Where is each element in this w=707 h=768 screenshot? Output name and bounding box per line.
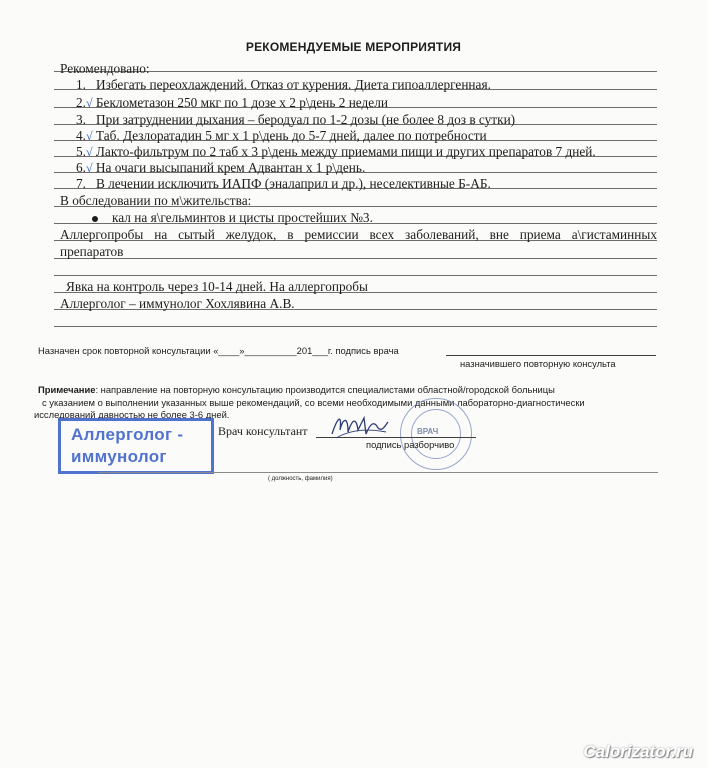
recommendation-item: [76, 95, 388, 111]
signature-rule: [446, 355, 656, 356]
item-text: Лакто-фильтрум по 2 таб х 3 р\день между приемами пищи и других препаратов 7 дней.: [95, 144, 596, 159]
item-text: Избегать переохлаждений. Отказ от курения. Диета гипоаллергенная.: [95, 77, 491, 92]
appointment-text: Назначен срок повторной консультации «____»__________201___г. подпись врача: [38, 345, 399, 356]
round-seal-icon: [400, 398, 472, 470]
check-mark-icon: √: [85, 129, 93, 143]
recommended-label: Рекомендовано:: [60, 61, 150, 76]
appointment-caption: назначившего повторную консульта: [460, 358, 616, 369]
item-number: 7.: [76, 176, 86, 191]
note-label: Примечание: [38, 384, 96, 395]
item-text: Таб. Дезлоратадин 5 мг х 1 р\день до 5-7 дней, далее по потребности: [95, 128, 487, 143]
item-number: 3.: [76, 112, 86, 127]
doctor-name: Аллерголог – иммунолог Хохлявина А.В.: [60, 296, 295, 311]
item-number: 5.: [76, 144, 86, 159]
allergy-tests-line-2: препаратов: [60, 244, 124, 259]
note-line-2: с указанием о выполнении указанных выше рекомендаций, со всеми необходимыми данными лабораторно-диагностически: [42, 397, 585, 408]
position-rule: [98, 472, 658, 473]
note-line-1: Примечание: направление на повторную консультацию производится специалистами областной/городской больницы: [38, 384, 555, 395]
check-mark-icon: √: [85, 145, 93, 159]
item-number: 6.: [76, 160, 86, 175]
stamp-line-2: иммунолог: [71, 447, 167, 466]
check-mark-icon: √: [85, 96, 93, 110]
exam-bullet-text: кал на я\гельминтов и цисты простейших №3.: [112, 210, 373, 225]
exam-label: В обследовании по м\жительства:: [60, 193, 252, 208]
item-text: Беклометазон 250 мкг по 1 дозе х 2 р\день 2 недели: [95, 95, 388, 110]
bullet-icon: [92, 216, 98, 222]
followup-text: Явка на контроль через 10-14 дней. На аллергопробы: [66, 279, 368, 294]
consultant-label: Врач консультант: [218, 424, 308, 438]
rule-line: [54, 326, 657, 327]
stamp-line-1: Аллерголог -: [71, 425, 184, 444]
item-number: 2.: [76, 95, 86, 110]
recommendation-item: [76, 112, 515, 128]
item-text: В лечении исключить ИАПФ (эналаприл и др.), неселективные Б-АБ.: [95, 176, 491, 191]
seal-text: ВРАЧ: [417, 427, 439, 436]
watermark: Calorizator.ru: [583, 742, 693, 761]
check-mark-icon: √: [85, 161, 93, 175]
note-line-3: исследований давностью не более 3-6 дней.: [34, 409, 230, 420]
position-caption: ( должность, фамилия): [268, 476, 333, 482]
recommendation-item: [76, 77, 491, 93]
item-text: На очаги высыпаний крем Адвантан х 1 р\день.: [95, 160, 366, 175]
rule-line: [54, 275, 657, 276]
item-number: 1.: [76, 77, 86, 92]
recommendation-item: [76, 176, 491, 192]
recommendation-item: [76, 144, 596, 160]
recommendation-item: [76, 128, 487, 144]
recommendation-item: [76, 160, 365, 176]
document-title: РЕКОМЕНДУЕМЫЕ МЕРОПРИЯТИЯ: [245, 40, 462, 54]
allergy-tests-line: Аллергопробы на сытый желудок, в ремиссии всех заболеваний, вне приема а\гистаминных: [60, 227, 657, 242]
signature-caption: подпись разборчиво: [366, 439, 455, 450]
rule-line: [54, 258, 657, 259]
item-number: 4.: [76, 128, 86, 143]
item-text: При затруднении дыхания – беродуал по 1-2 дозы (не более 8 доз в сутки): [95, 112, 516, 127]
specialist-stamp: [58, 418, 214, 474]
